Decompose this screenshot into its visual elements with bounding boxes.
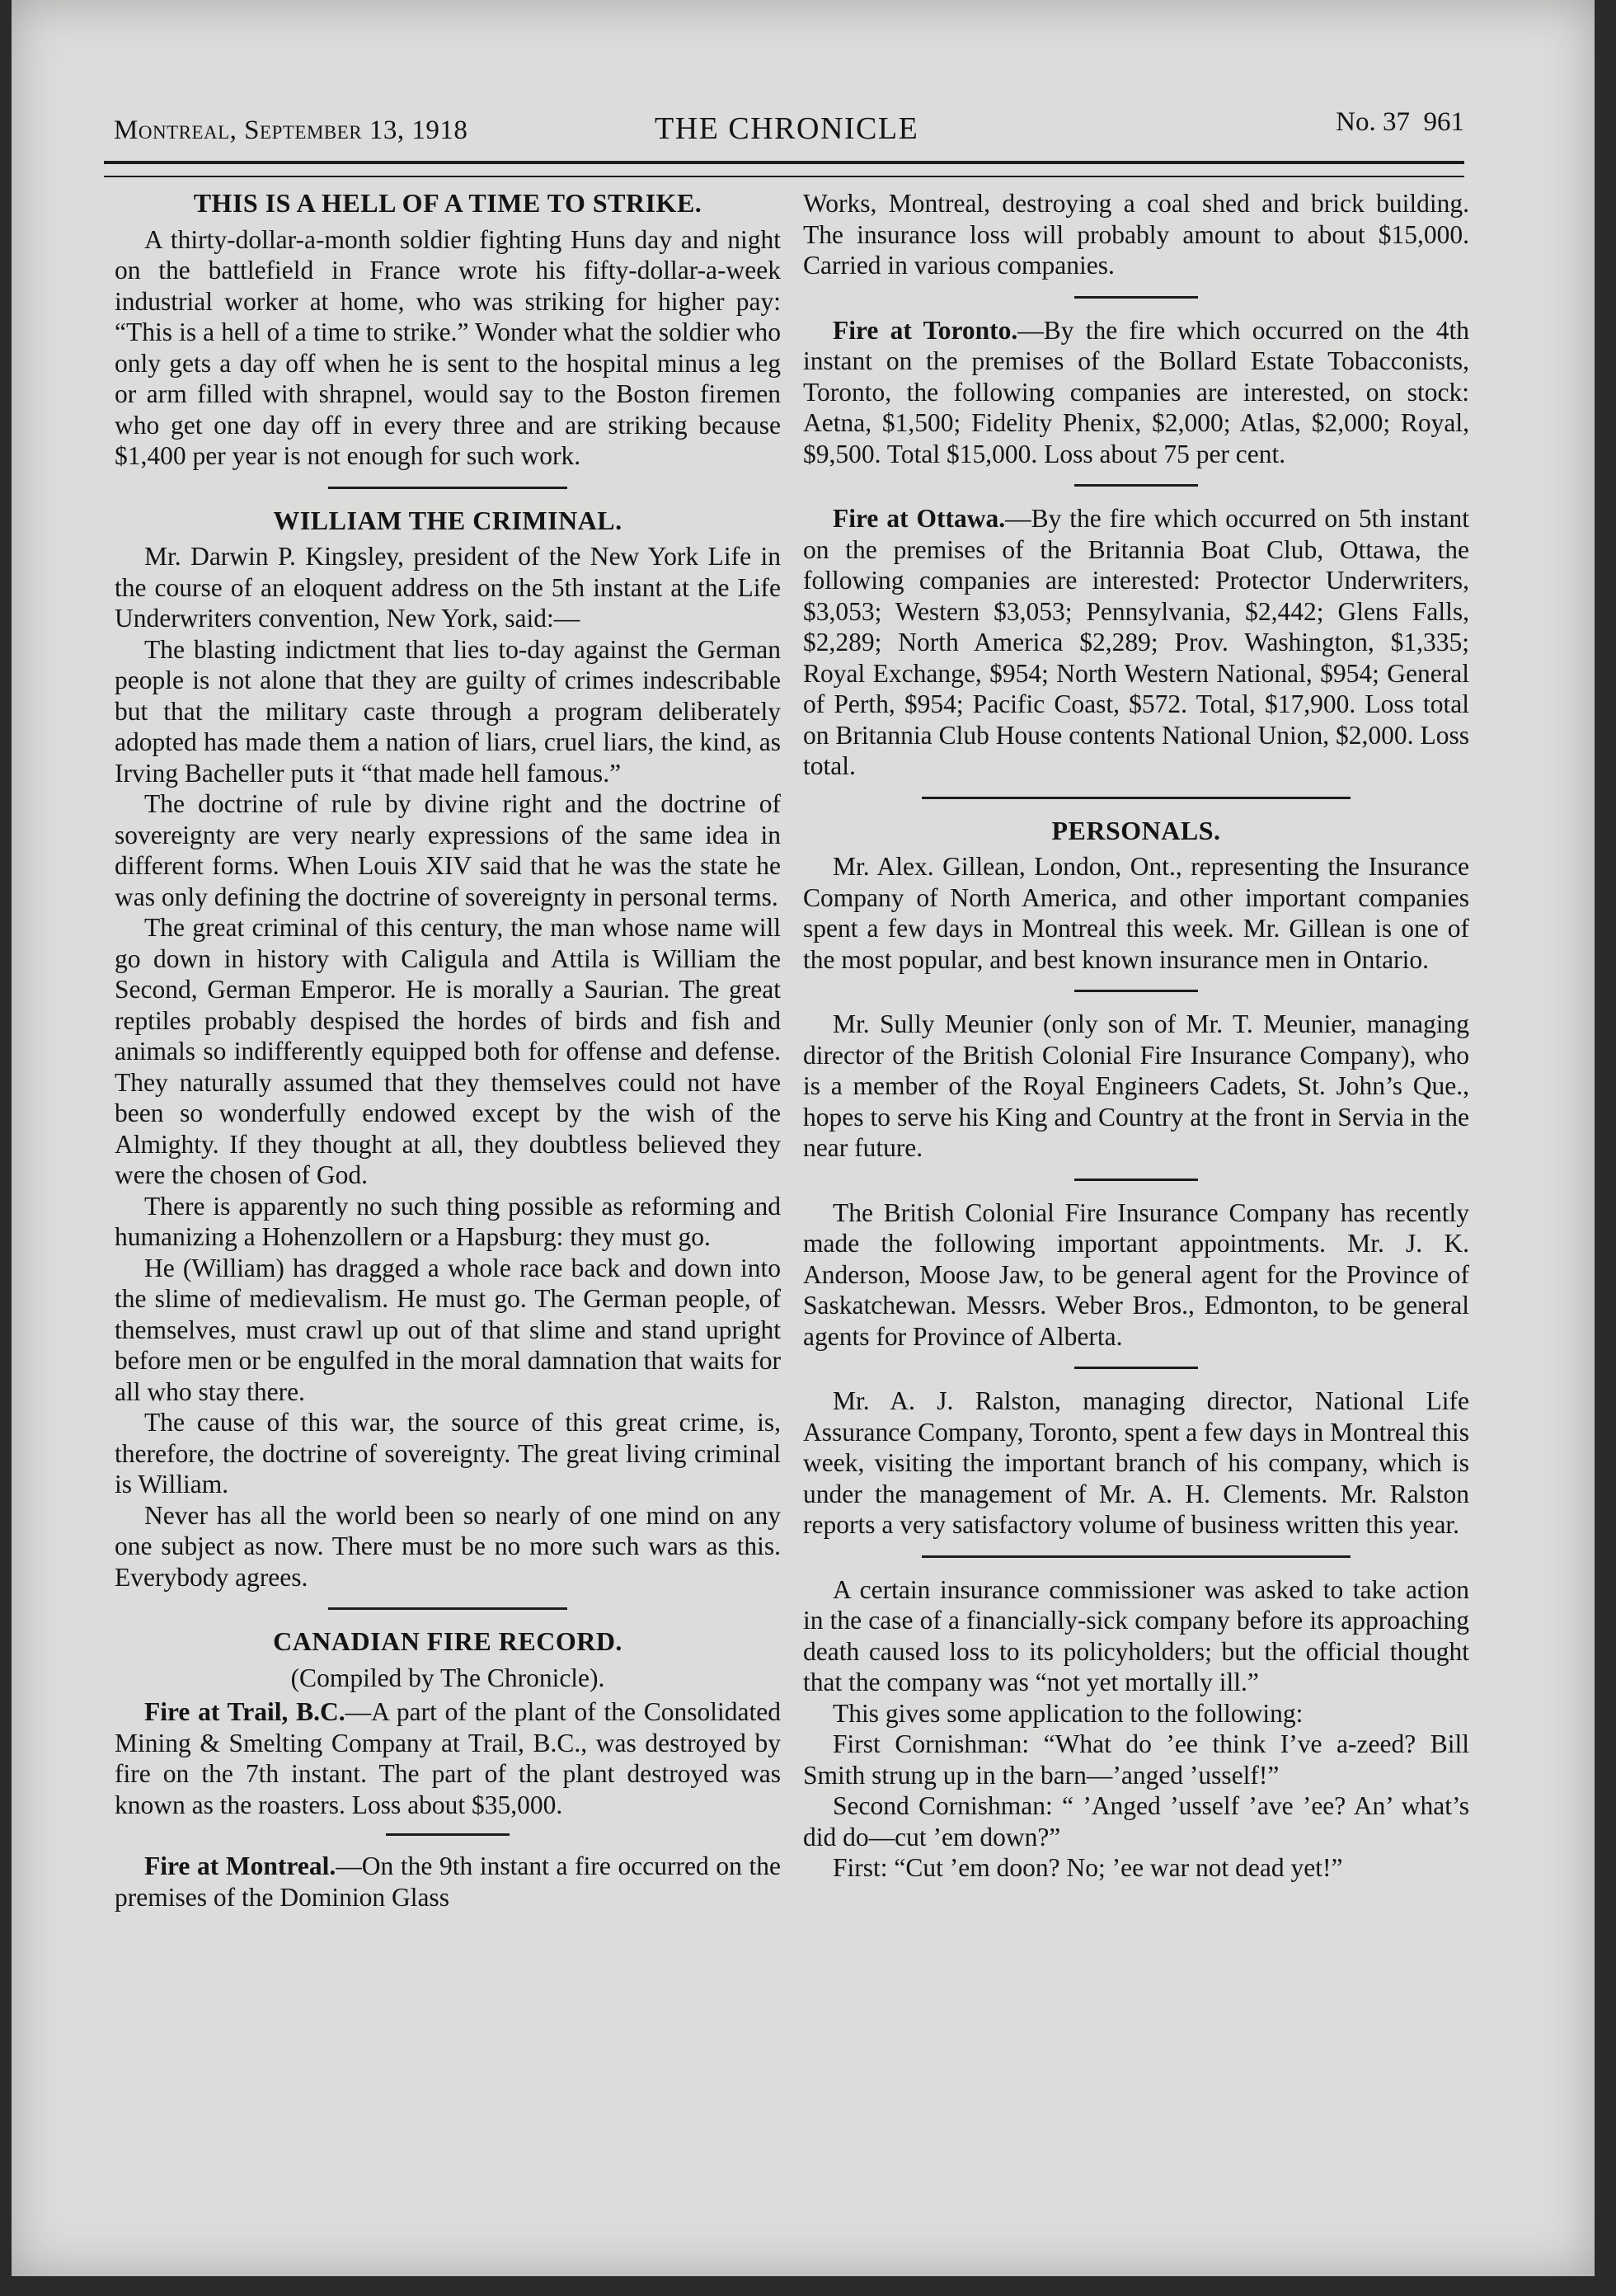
fire-item bbox=[115, 1696, 781, 1820]
criminal-paragraph: The great criminal of this century, the man whose name will go down in history with Caligula and Attila is William the Second, German Emperor. He is morally a Saurian. The great reptiles probably despised the hordes of birds and fish and animals so indifferently equipped both for offense and defense. They naturally assumed that they themselves could not have been so wonderfully endowed except by the wish of the Almighty. If they thought at all, they doubtless believed they were the chosen of God. bbox=[115, 913, 781, 1189]
personals-paragraph: Mr. Sully Meunier (only son of Mr. T. Meunier, managing director of the British Colonial Fire Insurance Company), who is a member of the Royal Engineers Cadets, St. John’s Que., hopes to serve his King and Country at the front in Servia in the near future. bbox=[803, 1009, 1469, 1162]
newspaper-page bbox=[12, 0, 1595, 2276]
fire-item-continued: Works, Montreal, destroying a coal shed and brick building. The insurance loss will probably amount to about $15,000. Carried in various companies. bbox=[803, 189, 1469, 280]
fire-item-lead: Fire at Ottawa. bbox=[833, 504, 1006, 533]
anecdote-paragraph: First: “Cut ’em doon? No; ’ee war not dead yet!” bbox=[833, 1853, 1343, 1882]
fire-record-subtitle: (Compiled by The Chronicle). bbox=[290, 1663, 605, 1692]
personals-heading: PERSONALS. bbox=[1051, 815, 1221, 845]
fire-item-text: —On the 9th instant a fire occurred on the premises of the Dominion Glass bbox=[115, 1851, 782, 1912]
header-rule bbox=[104, 161, 1464, 177]
header-number: No. 37 bbox=[1336, 107, 1410, 137]
section-divider bbox=[922, 1555, 1351, 1558]
fire-item-lead: Fire at Toronto. bbox=[833, 315, 1018, 345]
right-column bbox=[803, 188, 1469, 1884]
anecdote-paragraph: This gives some application to the following: bbox=[833, 1698, 1304, 1728]
item-divider bbox=[1074, 1179, 1198, 1181]
criminal-heading: WILLIAM THE CRIMINAL. bbox=[273, 505, 622, 535]
anecdote-paragraph: Second Cornishman: “ ’Anged ’usself ’ave ’ee? An’ what’s did do—cut ’em down?” bbox=[803, 1791, 1469, 1851]
section-divider bbox=[328, 487, 567, 489]
personals-paragraph: Mr. A. J. Ralston, managing director, National Life Assurance Company, Toronto, spent a few days in Montreal this week, visiting the important branch of his company, which is under the management of Mr. A. H. Clements. Mr. Ralston reports a very satisfactory volume of business written this year. bbox=[803, 1386, 1469, 1539]
fire-item-lead: Fire at Trail, B.C. bbox=[144, 1697, 345, 1726]
item-divider bbox=[386, 1833, 510, 1836]
anecdote-paragraph: A certain insurance commissioner was asked to take action in the case of a financially-sick company before its approaching death caused loss to its policyholders; but the official thought that the company was “not yet mortally ill.” bbox=[803, 1574, 1469, 1696]
fire-item bbox=[803, 315, 1469, 470]
fire-item-text: —By the fire which occurred on 5th instant on the premises of the Britannia Boat Club, Ottawa, the following companies are interested: Protector Underwriters, $3,053; Western $3,053; Pennsylvania, $2,442; Glens Falls, $2,289; North America $2,289; Prov. Washington, $1,335; Royal Exchange, $954; North Western National, $954; General of Perth, $954; Pacific Coast, $572. Total, $17,900. Loss total on Britannia Club House contents National Union, $2,000. Loss total. bbox=[803, 504, 1470, 780]
fire-item-text: —By the fire which occurred on the 4th instant on the premises of the Bollard Estate Tobacconists, Toronto, the following companies are interested, on stock: Aetna, $1,500; Fidelity Phenix, $2,000; Atlas, $2,000; Royal, $9,500. Total $15,000. Loss about 75 per cent. bbox=[803, 315, 1469, 468]
strike-heading: THIS IS A HELL OF A TIME TO STRIKE. bbox=[193, 188, 702, 218]
criminal-paragraph: There is apparently no such thing possible as reforming and humanizing a Hohenzollern or a Hapsburg: they must go. bbox=[115, 1191, 781, 1251]
anecdote-paragraph: First Cornishman: “What do ’ee think I’ve a-zeed? Bill Smith strung up in the barn—’anged ’usself!” bbox=[803, 1729, 1469, 1790]
criminal-paragraph: He (William) has dragged a whole race back and down into the slime of medievalism. He must go. The German people, of themselves, must crawl up out of that slime and stand upright before men or be engulfed in the moral damnation that waits for all who stay there. bbox=[115, 1253, 781, 1406]
header-issue-page bbox=[1336, 107, 1464, 138]
left-column bbox=[115, 188, 781, 1913]
fire-item bbox=[115, 1851, 781, 1913]
item-divider bbox=[1074, 1367, 1198, 1369]
item-divider bbox=[1074, 296, 1198, 299]
criminal-paragraph: The doctrine of rule by divine right and the doctrine of sovereignty are very nearly expressions of the same idea in different forms. When Louis XIV said that he was the state he was only defining the doctrine of sovereignty in personal terms. bbox=[115, 789, 781, 911]
header-date: Montreal, September 13, 1918 bbox=[114, 115, 468, 145]
section-divider bbox=[328, 1607, 567, 1610]
header-page-number: 961 bbox=[1423, 107, 1464, 137]
criminal-paragraph: Never has all the world been so nearly of one mind on any one subject as now. There must be no more such wars as this. Everybody agrees. bbox=[115, 1500, 781, 1592]
fire-item-text: —A part of the plant of the Consolidated Mining & Smelting Company at Trail, B.C., was destroyed by fire on the 7th instant. The part of the plant destroyed was known as the roasters. Loss about $35,000. bbox=[115, 1697, 781, 1819]
item-divider bbox=[1074, 484, 1198, 487]
personals-paragraph: Mr. Alex. Gillean, London, Ont., representing the Insurance Company of North America, and other important companies spent a few days in Montreal this week. Mr. Gillean is one of the most popular, and best known insurance men in Ontario. bbox=[803, 852, 1469, 974]
criminal-paragraph: The blasting indictment that lies to-day against the German people is not alone that they are guilty of crimes indescribable but that the military caste through a program deliberately adopted has made them a nation of liars, cruel liars, the kind, as Irving Bacheller puts it “that made hell famous.” bbox=[115, 634, 781, 788]
page-header bbox=[104, 106, 1464, 155]
strike-paragraph: A thirty-dollar-a-month soldier fighting Huns day and night on the battlefield in France wrote his fifty-dollar-a-week industrial worker at home, who was striking for higher pay: “This is a hell of a time to strike.” Wonder what the soldier who only gets a day off when he is sent to the hospital minus a leg or arm filled with shrapnel, would say to the Boston firemen who get one day off in every three and are striking because $1,400 per year is not enough for such work. bbox=[115, 224, 781, 470]
header-title: THE CHRONICLE bbox=[655, 111, 919, 146]
fire-record-heading: CANADIAN FIRE RECORD. bbox=[273, 1626, 622, 1656]
criminal-paragraph: Mr. Darwin P. Kingsley, president of the New York Life in the course of an eloquent address on the 5th instant at the Life Underwriters convention, New York, said:— bbox=[115, 542, 781, 633]
item-divider bbox=[1074, 990, 1198, 992]
section-divider bbox=[922, 797, 1351, 799]
fire-item-lead: Fire at Montreal. bbox=[144, 1851, 336, 1880]
personals-paragraph: The British Colonial Fire Insurance Company has recently made the following important appointments. Mr. J. K. Anderson, Moose Jaw, to be general agent for the Province of Saskatchewan. Messrs. Weber Bros., Edmonton, to be general agents for Province of Alberta. bbox=[803, 1197, 1469, 1351]
fire-item bbox=[803, 503, 1469, 782]
criminal-paragraph: The cause of this war, the source of this great crime, is, therefore, the doctrine of sovereignty. The great living criminal is William. bbox=[115, 1408, 781, 1499]
